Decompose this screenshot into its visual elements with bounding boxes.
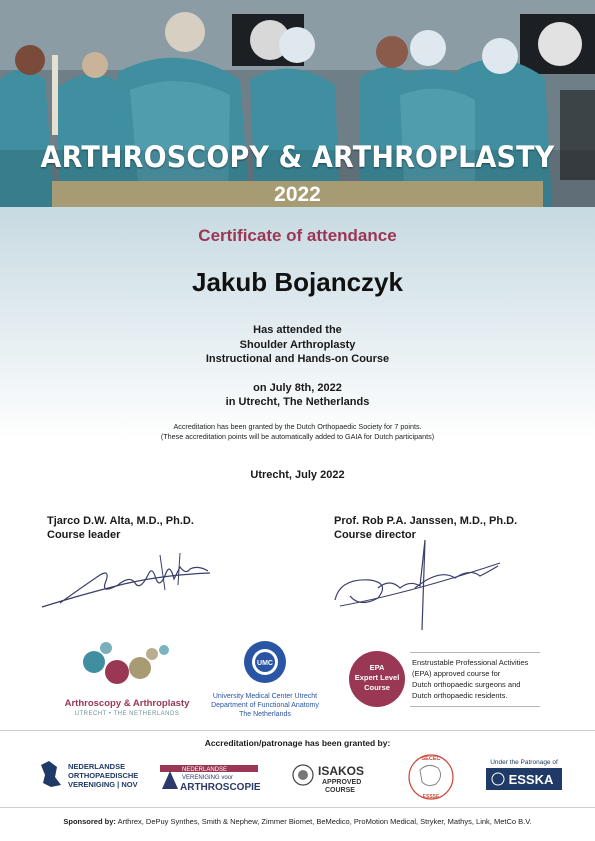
accreditation-note <box>0 422 595 442</box>
epa-badge-line-2: Expert Level <box>354 673 400 682</box>
signature-right-image <box>330 538 505 633</box>
epa-desc-line-2: (EPA) approved course for <box>412 669 501 678</box>
epa-badge <box>349 651 405 707</box>
nva-line-2: VERENIGING voor <box>182 775 234 781</box>
course-location-line: in Utrecht, The Netherlands <box>225 396 370 408</box>
epa-description <box>412 657 542 701</box>
sponsors-label: Sponsored by: <box>63 817 116 826</box>
esska-top-text: Under the Patronage of <box>490 759 558 766</box>
signature-left-image <box>40 545 220 615</box>
divider <box>410 652 540 653</box>
umc-badge-text: UMC <box>257 660 273 667</box>
header-photo <box>0 0 595 207</box>
isakos-line-1: ISAKOS <box>318 764 365 778</box>
nva-line-3: ARTHROSCOPIE <box>180 782 260 793</box>
esska-name: ESSKA <box>508 772 554 787</box>
course-date-line: on July 8th, 2022 <box>253 381 342 394</box>
epa-badge-line-3: Course <box>364 683 390 692</box>
nva-line-1: NEDERLANDSE <box>182 767 228 773</box>
nva-logo-graphic <box>160 757 260 797</box>
epa-desc-line-4: Dutch orthopaedic residents. <box>412 691 508 700</box>
attendance-details <box>0 323 595 410</box>
isakos-logo <box>292 757 372 797</box>
esska-logo-graphic <box>484 757 564 797</box>
nov-line-1: NEDERLANDSE <box>68 762 126 771</box>
divider <box>410 706 540 707</box>
isakos-line-3: COURSE <box>325 787 355 794</box>
signatory-role: Course director <box>334 529 416 541</box>
spacer <box>0 367 595 381</box>
nov-logo <box>35 757 145 797</box>
aa-logo-name: Arthroscopy & Arthroplasty <box>64 698 190 709</box>
umc-line-3: The Netherlands <box>239 711 291 718</box>
surgery-scene-illustration <box>0 0 595 207</box>
umc-emblem-icon <box>200 638 330 690</box>
aa-rings-icon <box>62 640 192 696</box>
signatory-name: Prof. Rob P.A. Janssen, M.D., Ph.D. <box>334 515 518 527</box>
signatory-left <box>47 514 194 542</box>
umc-line-1: University Medical Center Utrecht <box>212 693 318 700</box>
accreditation-heading: Accreditation/patronage has been granted by: <box>204 738 391 748</box>
umc-text <box>200 692 330 719</box>
certificate-title: Certificate of attendance <box>198 226 397 245</box>
nov-emblem-icon <box>35 757 145 797</box>
secec-logo <box>398 752 464 802</box>
attendance-line: Has attended the <box>253 324 342 336</box>
esse-text: ESSSE <box>422 794 440 800</box>
isakos-logo-graphic <box>292 757 372 797</box>
arthroscopy-arthroplasty-logo <box>62 640 192 725</box>
recipient-name: Jakub Bojanczyk <box>192 267 403 297</box>
sponsors-list: Arthrex, DePuy Synthes, Smith & Nephew, Zimmer Biomet, BeMedico, ProMotion Medical, Stryker, Mathys, Link, MetCo B.V. <box>117 817 532 826</box>
isakos-line-2: APPROVED <box>322 779 362 786</box>
nva-logo <box>160 757 260 797</box>
accreditation-line-2: (These accreditation points will be automatically added to GAIA for Dutch participants) <box>160 432 435 441</box>
course-type-line: Instructional and Hands-on Course <box>205 353 390 365</box>
signatory-name: Tjarco D.W. Alta, M.D., Ph.D. <box>47 515 194 527</box>
nov-line-2: ORTHOPAEDISCHE <box>68 771 139 780</box>
course-name-line: Shoulder Arthroplasty <box>239 338 356 351</box>
secec-emblem-icon <box>398 752 464 802</box>
signatory-role: Course leader <box>47 529 121 541</box>
event-title: ARTHROSCOPY & ARTHROPLASTY <box>40 140 555 174</box>
place-and-date: Utrecht, July 2022 <box>250 469 345 481</box>
secec-text: SECEC <box>421 756 441 762</box>
umc-utrecht-logo <box>200 638 330 723</box>
divider <box>0 730 595 731</box>
umc-line-2: Department of Functional Anatomy <box>211 702 319 709</box>
esska-logo <box>484 757 564 797</box>
epa-desc-line-3: Dutch orthopaedic surgeons and <box>412 680 521 689</box>
aa-logo-subtitle: UTRECHT • THE NETHERLANDS <box>74 711 180 717</box>
divider <box>0 807 595 808</box>
accreditation-line-1: Accreditation has been granted by the Dutch Orthopaedic Society for 7 points. <box>173 422 422 431</box>
epa-badge-line-1: EPA <box>369 663 385 672</box>
sponsors-line <box>0 817 595 826</box>
event-year: 2022 <box>274 183 321 206</box>
epa-desc-line-1: Enstrustable Professional Activities <box>412 658 529 667</box>
nov-line-3: VERENIGING | NOV <box>68 780 138 789</box>
